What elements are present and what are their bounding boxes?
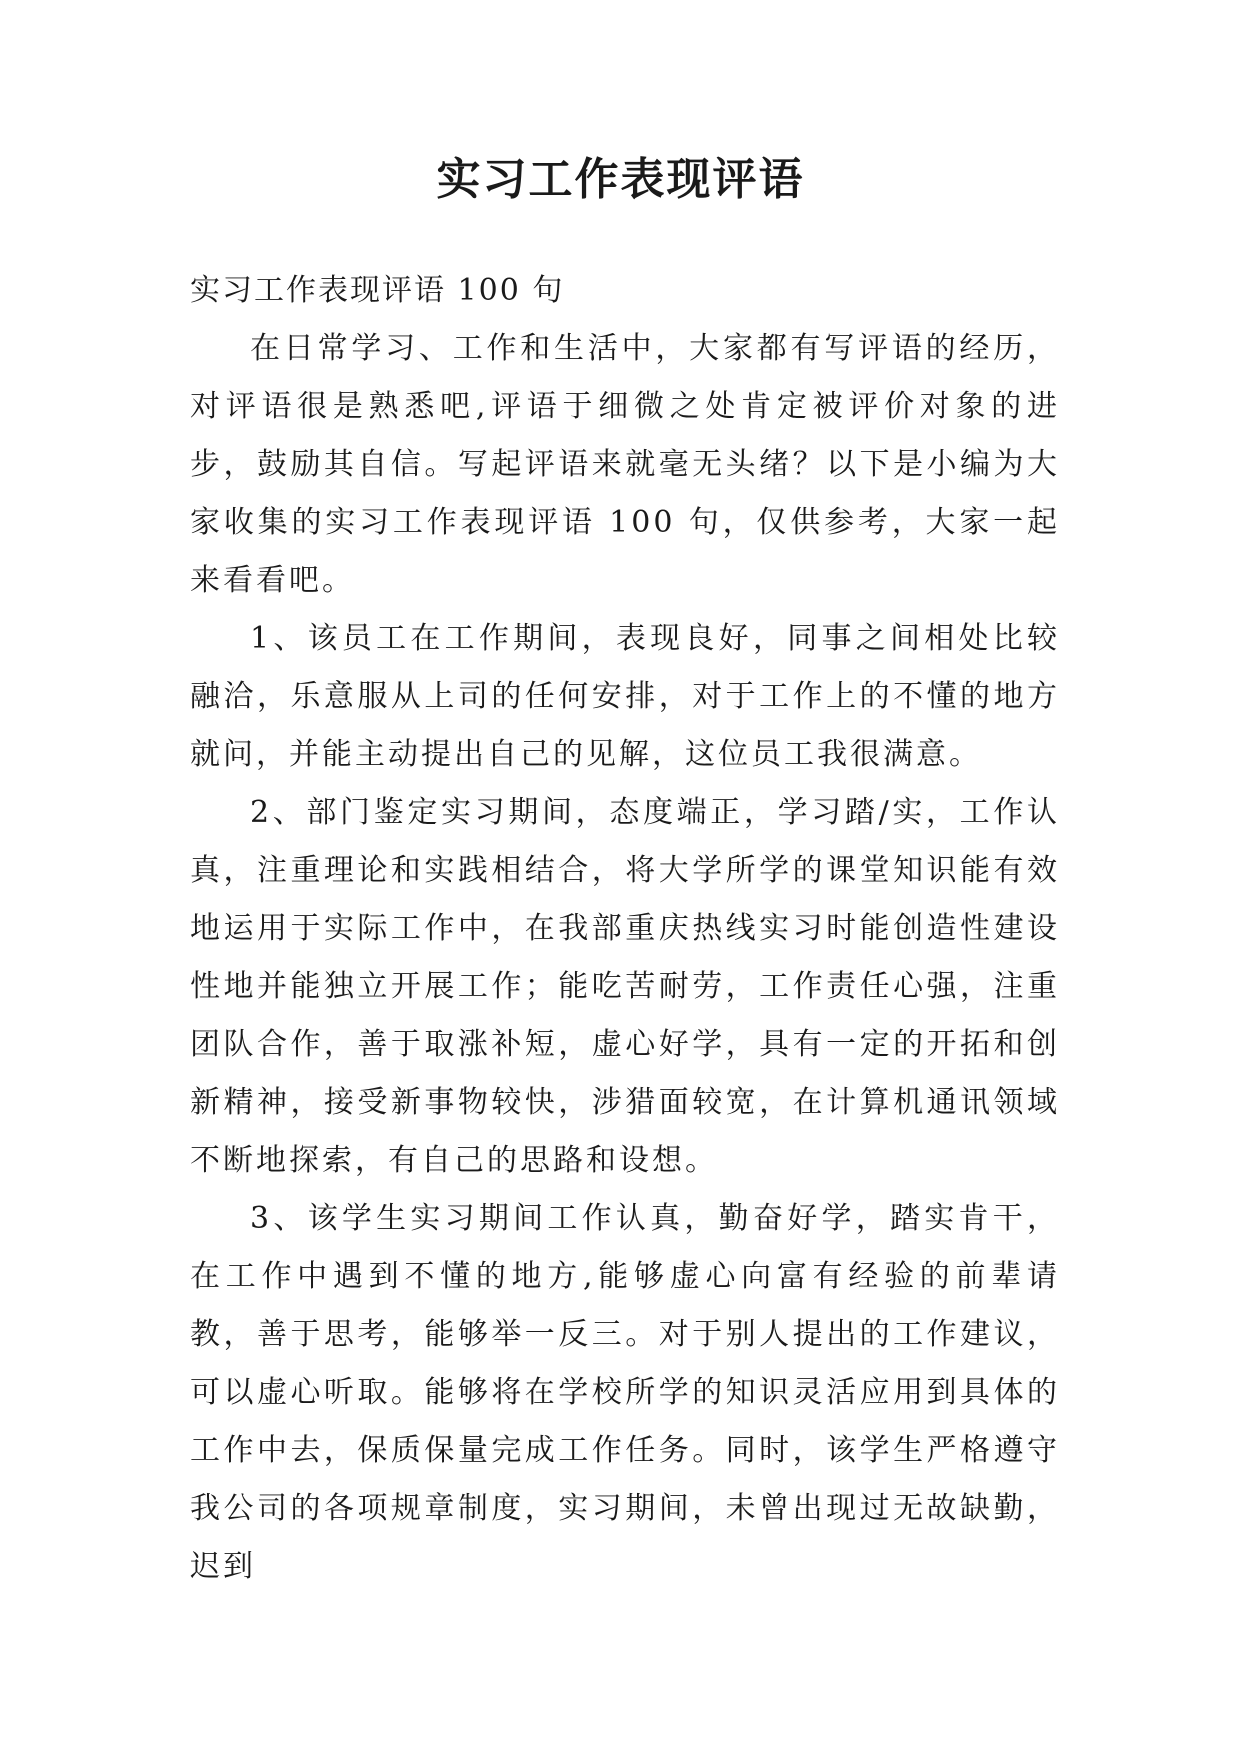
comment-paragraph-1: 1、该员工在工作期间，表现良好，同事之间相处比较融洽，乐意服从上司的任何安排，对于工作上的不懂的地方就问，并能主动提出自己的见解，这位员工我很满意。 <box>190 621 1060 772</box>
comment-paragraph-3: 3、该学生实习期间工作认真，勤奋好学，踏实肯干，在工作中遇到不懂的地方,能够虚心向富有经验的前辈请教，善于思考，能够举一反三。对于别人提出的工作建议，可以虚心听取。能够将在学校所学的知识灵活应用到具体的工作中去，保质保量完成工作任务。同时，该学生严格遵守我公司的各项规章制度，实习期间，未曾出现过无故缺勤，迟到 <box>190 1201 1060 1584</box>
document-subtitle: 实习工作表现评语 100 句 <box>190 273 565 308</box>
comment-paragraph-2: 2、部门鉴定实习期间，态度端正，学习踏/实，工作认真，注重理论和实践相结合，将大学所学的课堂知识能有效地运用于实际工作中，在我部重庆热线实习时能创造性建设性地并能独立开展工作；能吃苦耐劳，工作责任心强，注重团队合作，善于取涨补短，虚心好学，具有一定的开拓和创新精神，接受新事物较快，涉猎面较宽，在计算机通讯领域不断地探索，有自己的思路和设想。 <box>190 795 1060 1178</box>
document-title: 实习工作表现评语 <box>436 154 805 205</box>
intro-paragraph: 在日常学习、工作和生活中，大家都有写评语的经历，对评语很是熟悉吧,评语于细微之处肯定被评价对象的进步，鼓励其自信。写起评语来就毫无头绪？以下是小编为大家收集的实习工作表现评语 100 句，仅供参考，大家一起来看看吧。 <box>190 331 1060 598</box>
document-body <box>190 262 1060 1596</box>
